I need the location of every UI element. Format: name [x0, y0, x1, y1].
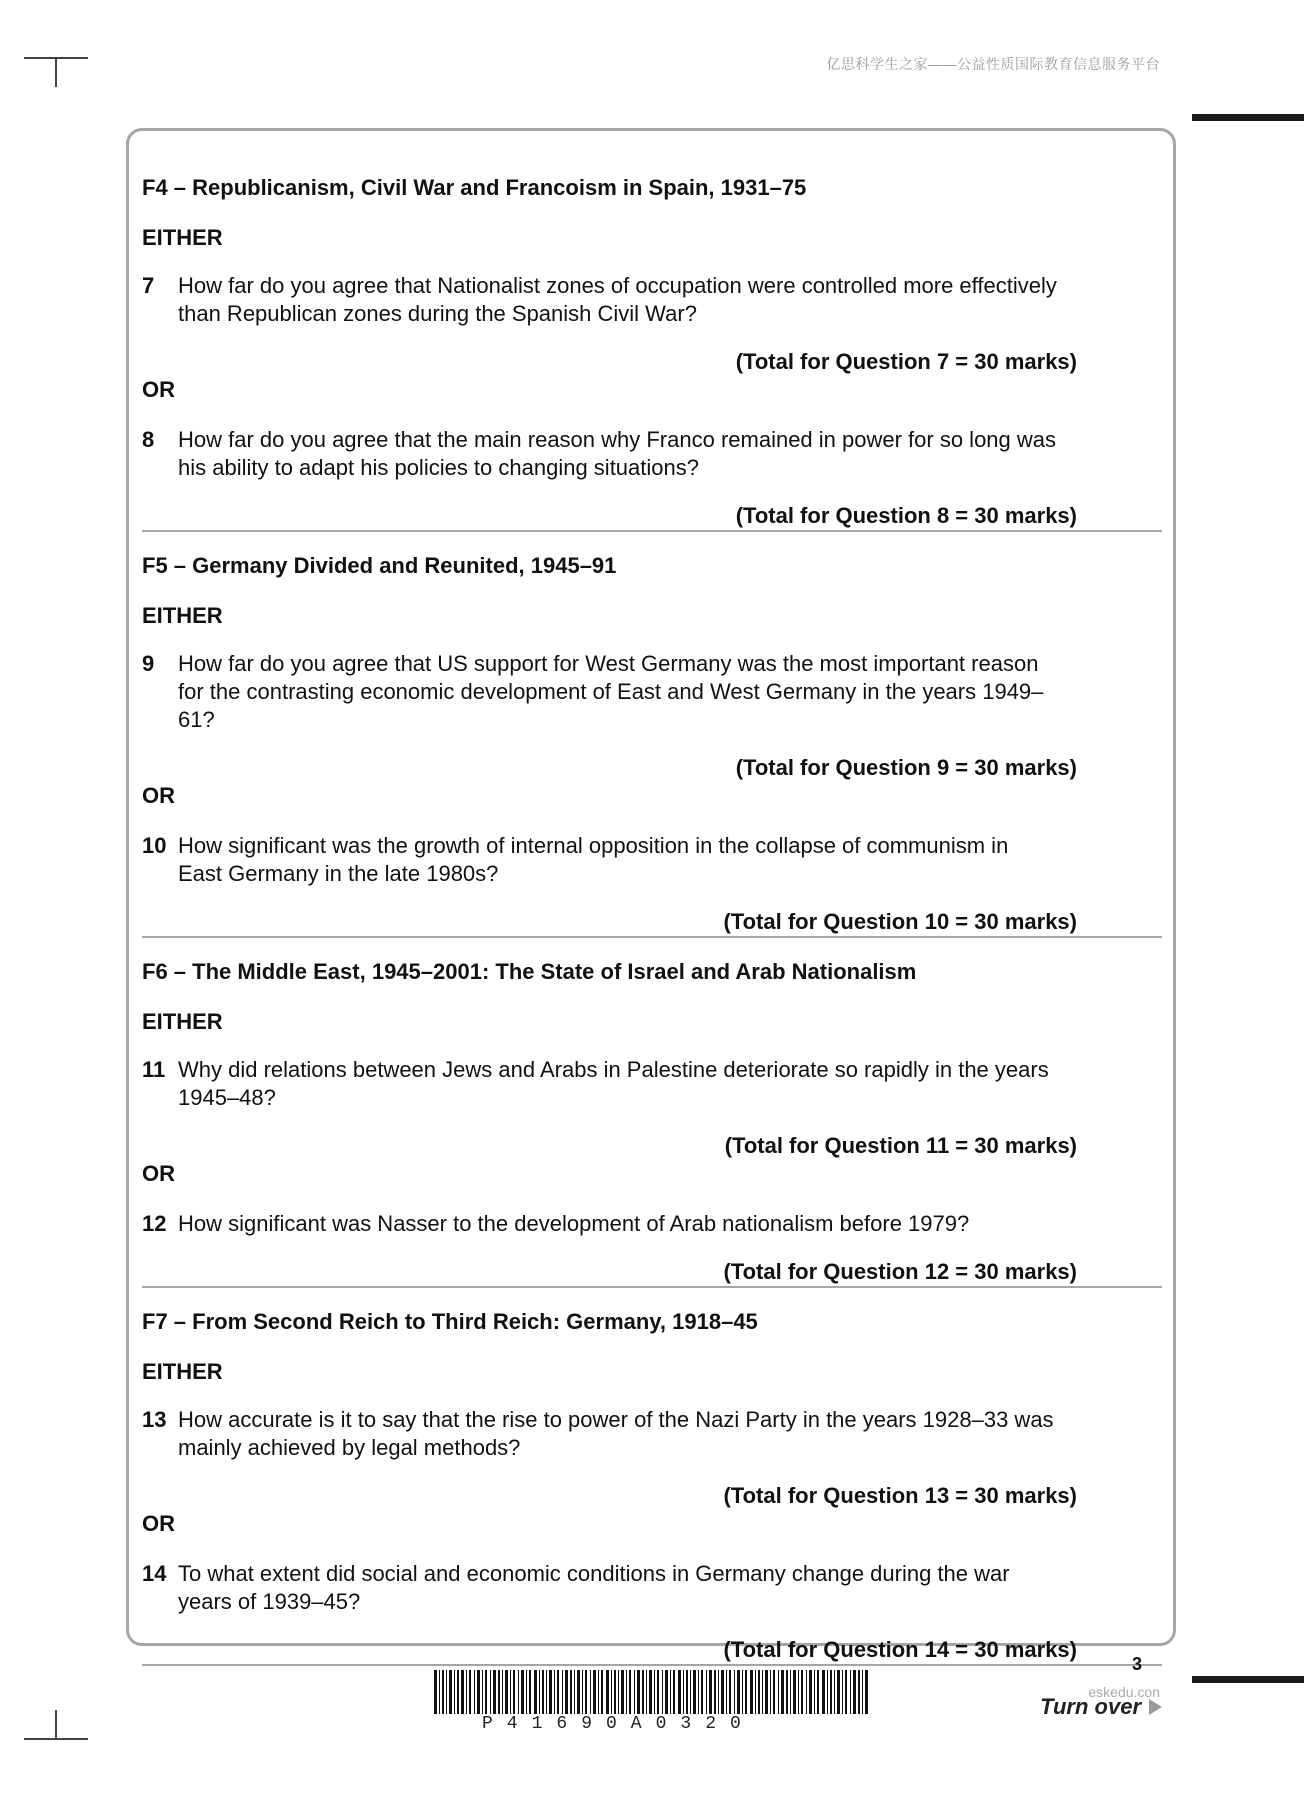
either-label: EITHER — [142, 1359, 223, 1384]
section-heading: F4 – Republicanism, Civil War and Francoism in Spain, 1931–75 — [142, 175, 807, 200]
question-text: How accurate is it to say that the rise to power of the Nazi Party in the years 1928–33 was mainly achieved by legal methods? — [178, 1407, 1054, 1460]
question-number: 10 — [142, 833, 167, 858]
question-8 — [142, 426, 1162, 482]
crop-mark-bottom-left-v — [55, 1710, 57, 1740]
question-number: 7 — [142, 273, 155, 298]
section-heading: F5 – Germany Divided and Reunited, 1945–91 — [142, 553, 617, 578]
either-label: EITHER — [142, 1009, 223, 1034]
section-f4 — [142, 174, 1162, 532]
question-7 — [142, 272, 1162, 328]
question-total: (Total for Question 13 = 30 marks) — [723, 1483, 1077, 1508]
barcode-text: P41690A0320 — [482, 1714, 755, 1734]
or-label: OR — [142, 1161, 175, 1186]
question-10 — [142, 832, 1162, 888]
question-text: Why did relations between Jews and Arabs in Palestine deteriorate so rapidly in the years 1945–48? — [178, 1057, 1049, 1110]
question-total: (Total for Question 11 = 30 marks) — [724, 1133, 1077, 1158]
question-text: To what extent did social and economic conditions in Germany change during the war years of 1939–45? — [178, 1561, 1010, 1614]
question-text: How far do you agree that the main reason why Franco remained in power for so long was his ability to adapt his policies to changing situations? — [178, 427, 1057, 480]
section-divider — [142, 1664, 1162, 1666]
either-label: EITHER — [142, 225, 223, 250]
question-number: 13 — [142, 1407, 167, 1432]
question-number: 9 — [142, 651, 155, 676]
question-number: 11 — [142, 1057, 166, 1082]
or-label: OR — [142, 783, 175, 808]
question-14 — [142, 1560, 1162, 1616]
question-number: 8 — [142, 427, 155, 452]
watermark-text: 亿思科学生之家——公益性质国际教育信息服务平台 — [826, 56, 1160, 72]
arrow-right-icon — [1149, 1699, 1162, 1715]
section-f5 — [142, 552, 1162, 938]
question-text: How significant was the growth of internal opposition in the collapse of communism in East Germany in the late 1980s? — [178, 833, 1009, 886]
question-12 — [142, 1210, 1162, 1238]
section-f6 — [142, 958, 1162, 1288]
section-divider — [142, 530, 1162, 532]
question-total: (Total for Question 10 = 30 marks) — [723, 909, 1077, 934]
section-heading: F7 – From Second Reich to Third Reich: Germany, 1918–45 — [142, 1309, 758, 1334]
turn-over — [1040, 1694, 1162, 1720]
question-number: 12 — [142, 1211, 167, 1236]
section-divider — [142, 936, 1162, 938]
question-11 — [142, 1056, 1162, 1112]
question-total: (Total for Question 8 = 30 marks) — [735, 503, 1077, 528]
or-label: OR — [142, 1511, 175, 1536]
question-text: How far do you agree that Nationalist zones of occupation were controlled more effectively than Republican zones during the Spanish Civil War? — [178, 273, 1057, 326]
turn-over-label: Turn over — [1039, 1694, 1141, 1719]
question-13 — [142, 1406, 1162, 1462]
site-watermark: eskedu.con — [1088, 1684, 1160, 1700]
right-edge-bar-top — [1192, 114, 1304, 121]
or-label: OR — [142, 377, 175, 402]
question-9 — [142, 650, 1162, 734]
question-text: How significant was Nasser to the development of Arab nationalism before 1979? — [178, 1211, 970, 1236]
question-content — [142, 174, 1162, 1666]
right-edge-bar-bottom — [1192, 1676, 1304, 1683]
page-number: 3 — [1131, 1654, 1142, 1674]
section-heading: F6 – The Middle East, 1945–2001: The State of Israel and Arab Nationalism — [142, 959, 917, 984]
question-total: (Total for Question 7 = 30 marks) — [735, 349, 1077, 374]
crop-mark-top-left-v — [55, 57, 57, 87]
either-label: EITHER — [142, 603, 223, 628]
barcode-icon — [434, 1670, 868, 1714]
question-text: How far do you agree that US support for West Germany was the most important reason for the contrasting economic development of East and West Germany in the years 1949–61? — [178, 651, 1044, 732]
section-f7 — [142, 1308, 1162, 1666]
question-total: (Total for Question 9 = 30 marks) — [735, 755, 1077, 780]
question-total: (Total for Question 14 = 30 marks) — [723, 1637, 1077, 1662]
question-total: (Total for Question 12 = 30 marks) — [723, 1259, 1077, 1284]
question-number: 14 — [142, 1561, 167, 1586]
section-divider — [142, 1286, 1162, 1288]
